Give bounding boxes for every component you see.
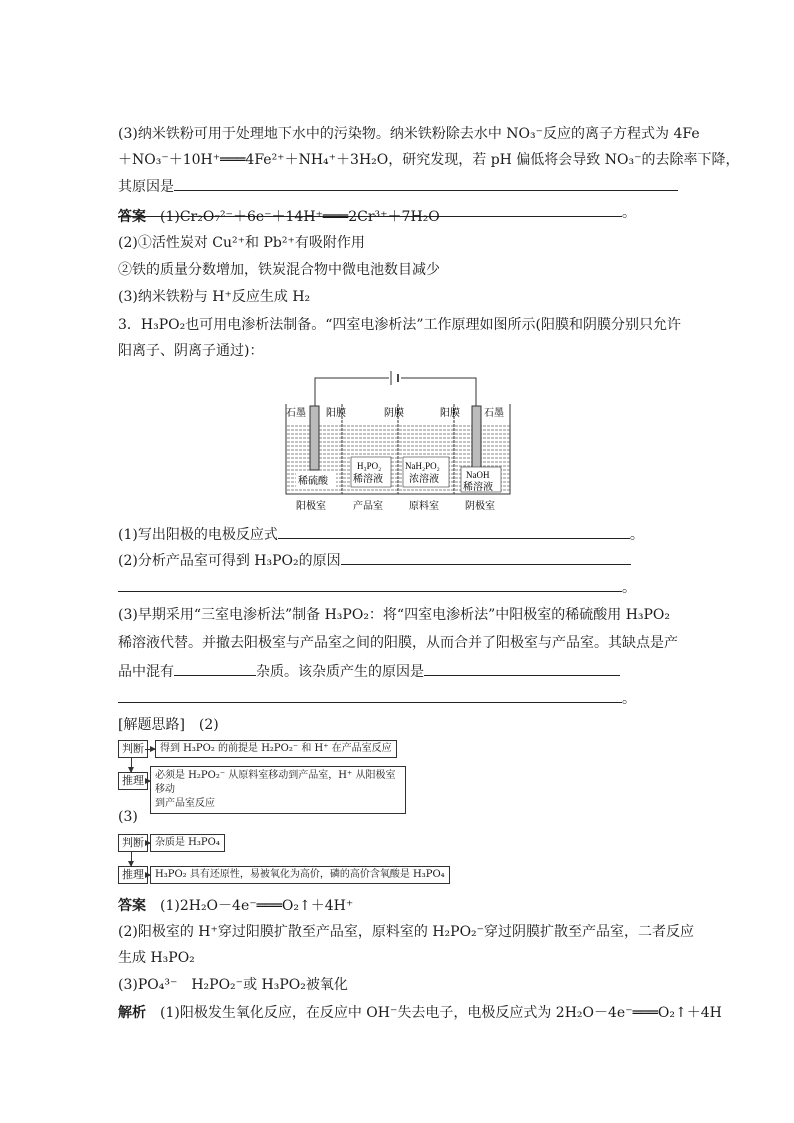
answer1-line1 xyxy=(118,207,440,227)
chamber-anode: 阳极室 xyxy=(296,501,326,512)
answer2-a3: (3)PO₄³⁻ H₂PO₂⁻或 H₃PO₂被氧化 xyxy=(118,977,348,993)
solution-cathode-2: 稀溶液 xyxy=(463,482,493,493)
answer-blank[interactable] xyxy=(118,688,622,703)
subq3-line4 xyxy=(118,688,636,709)
judge-label: 判断 xyxy=(118,740,148,758)
judge-label-2: 判断 xyxy=(118,834,148,852)
q3-intro-prefix: 其原因是 xyxy=(118,179,174,195)
solution-product-1: H₃PO₂ xyxy=(357,461,382,471)
answer1-a2: (2)①活性炭对 Cu²⁺和 Pb²⁺有吸附作用 xyxy=(118,235,365,251)
answer2-line1 xyxy=(118,896,353,916)
thinking-part3: (3) xyxy=(118,809,138,825)
arrow xyxy=(131,852,132,866)
flow-box-4: H₃PO₂ 具有还原性，易被氧化为高价，磷的高价含氧酸是 H₃PO₄ xyxy=(150,866,450,884)
question3-line2: 阳离子、阴离子通过)： xyxy=(118,343,264,359)
subq3-line2: 稀溶液代替。并撤去阳极室与产品室之间的阳膜，从而合并了阳极室与产品室。其缺点是产 xyxy=(118,635,678,651)
answer2-a2-line2: 生成 H₃PO₂ xyxy=(118,950,195,966)
chamber-raw: 原料室 xyxy=(409,501,439,512)
arrow xyxy=(131,758,132,772)
arrow xyxy=(145,749,155,750)
subq1 xyxy=(118,524,644,545)
chamber-cathode: 阴极室 xyxy=(465,501,495,512)
period: 。 xyxy=(622,205,636,221)
membrane-label-1: 阳膜 xyxy=(326,408,346,419)
subq3-middle: 杂质。该杂质产生的原因是 xyxy=(256,664,424,680)
analysis-line xyxy=(118,1003,722,1023)
answer-blank[interactable] xyxy=(174,661,256,676)
subq1-text: (1)写出阳极的电极反应式 xyxy=(118,527,278,543)
answer-blank[interactable] xyxy=(278,524,630,539)
subq3-line3 xyxy=(118,661,620,682)
solution-product-2: 稀溶液 xyxy=(353,474,383,485)
analysis-label: 解析 xyxy=(118,1005,146,1021)
solution-anode: 稀硫酸 xyxy=(298,476,328,487)
answer1-a1: (1)Cr₂O₇²⁻＋6e⁻＋14H⁺═══2Cr³⁺＋7H₂O xyxy=(160,209,440,225)
period: 。 xyxy=(622,691,636,707)
subq3-line1: (3)早期采用“三室电渗析法”制备 H₃PO₂：将“四室电渗析法”中阳极室的稀硫酸用 H₃PO₂ xyxy=(118,607,671,623)
flow-box-1: 得到 H₃PO₂ 的前提是 H₂PO₂⁻ 和 H⁺ 在产品室反应 xyxy=(155,740,397,758)
subq2-cont xyxy=(118,577,636,598)
membrane-label-2: 阴膜 xyxy=(384,408,404,419)
subq3-prefix: 品中混有 xyxy=(118,664,174,680)
anode-graphite xyxy=(310,406,319,470)
answer-blank[interactable] xyxy=(424,661,620,676)
solution-cathode-1: NaOH xyxy=(466,470,490,480)
membrane-label-3: 阳膜 xyxy=(440,408,460,419)
analysis-text: (1)阳极发生氧化反应，在反应中 OH⁻失去电子，电极反应式为 2H₂O－4e⁻═══O₂↑＋4H xyxy=(160,1005,722,1021)
answer-blank[interactable] xyxy=(341,550,631,565)
subq2-text: (2)分析产品室可得到 H₃PO₂的原因 xyxy=(118,553,341,569)
q3-intro-line1: (3)纳米铁粉可用于处理地下水中的污染物。纳米铁粉除去水中 NO₃⁻反应的离子方程式为 4Fe xyxy=(118,126,700,142)
infer-label: 推理 xyxy=(118,772,148,790)
chamber-product: 产品室 xyxy=(353,501,383,512)
electrode-right-label: 石墨 xyxy=(484,408,504,419)
thinking-label: [解题思路] (2) xyxy=(118,717,219,733)
period: 。 xyxy=(622,580,636,596)
solution-raw-1: NaH₂PO₂ xyxy=(405,461,440,471)
cathode-graphite xyxy=(472,406,481,470)
answer-label: 答案 xyxy=(118,209,146,225)
wire-left xyxy=(315,378,389,406)
answer-label: 答案 xyxy=(118,898,146,914)
solution-raw-2: 浓溶液 xyxy=(409,474,439,485)
answer1-a4: (3)纳米铁粉与 H⁺反应生成 H₂ xyxy=(118,289,311,305)
electrodialysis-diagram xyxy=(283,368,513,514)
flow-box-2-line2: 到产品室反应 xyxy=(155,798,215,809)
period: 。 xyxy=(629,527,644,543)
subq2 xyxy=(118,550,631,571)
answer-blank[interactable] xyxy=(118,577,622,592)
wire-right xyxy=(401,378,476,406)
flow-box-2 xyxy=(150,766,406,814)
answer2-a1: (1)2H₂O－4e⁻═══O₂↑＋4H⁺ xyxy=(160,898,354,914)
electrode-left-label: 石墨 xyxy=(286,408,306,419)
answer2-a2-line1: (2)阳极室的 H⁺穿过阳膜扩散至产品室，原料室的 H₂PO₂⁻穿过阴膜扩散至产品室，二者反应 xyxy=(118,924,695,940)
flow-box-2-line1: 必须是 H₂PO₂⁻ 从原料室移动到产品室，H⁺ 从阳极室移动 xyxy=(155,770,396,795)
q3-intro-line2: ＋NO₃⁻＋10H⁺═══4Fe²⁺＋NH₄⁺＋3H₂O，研究发现，若 pH 偏低将会导致 NO₃⁻的去除率下降， xyxy=(118,152,740,168)
infer-label-2: 推理 xyxy=(118,866,148,884)
answer1-a3: ②铁的质量分数增加，铁炭混合物中微电池数目减少 xyxy=(118,262,440,278)
flow-box-3: 杂质是 H₃PO₄ xyxy=(150,834,225,852)
question3-line1: 3．H₃PO₂也可用电渗析法制备。“四室电渗析法”工作原理如图所示(阳膜和阴膜分别只允许 xyxy=(118,317,682,333)
